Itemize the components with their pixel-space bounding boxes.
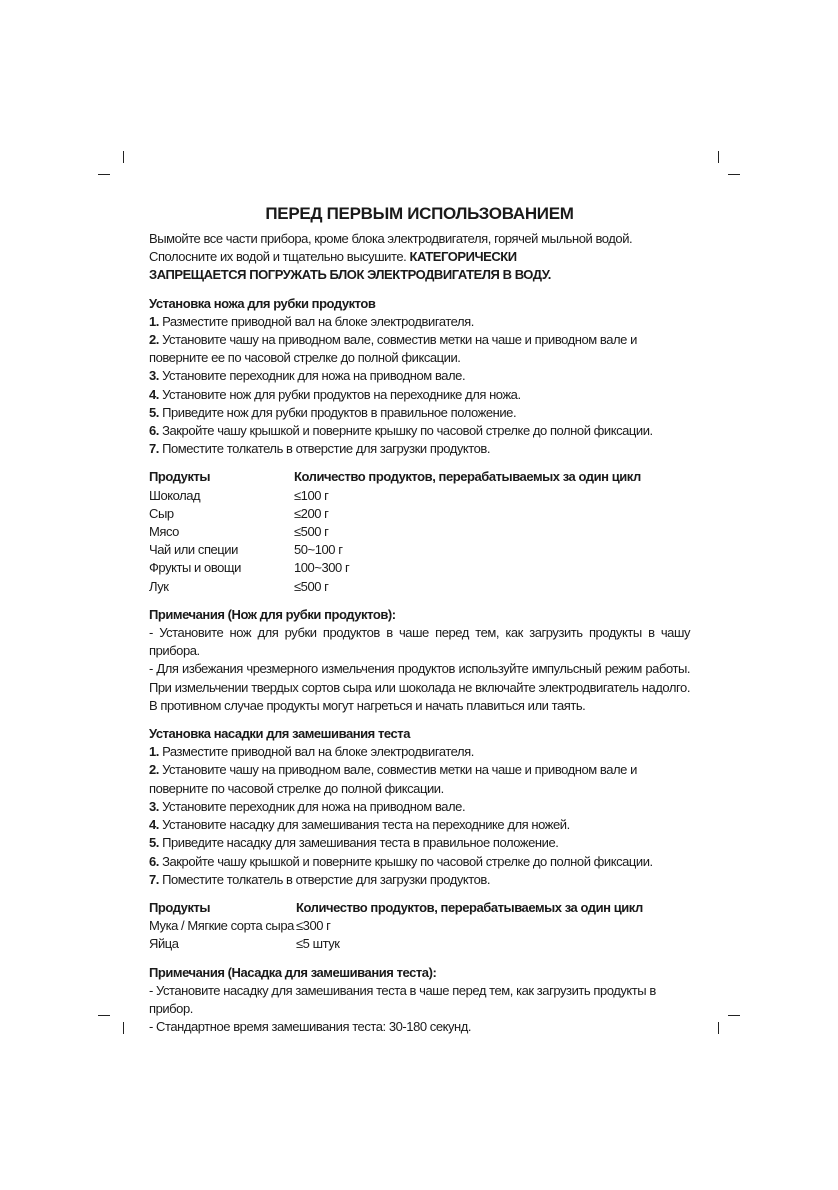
page-title: ПЕРЕД ПЕРВЫМ ИСПОЛЬЗОВАНИЕМ [265, 204, 574, 223]
dough-notes [149, 964, 690, 1037]
table-row: Лук ≤500 г [149, 578, 329, 594]
dough-section [149, 725, 690, 889]
table-row: Мясо ≤500 г [149, 524, 329, 540]
crop-mark [123, 151, 124, 163]
step: 5. Приведите насадку для замешивания теста в правильное положение. [149, 835, 559, 851]
step: 3. Установите переходник для ножа на приводном вале. [149, 368, 466, 384]
crop-mark [728, 1015, 740, 1016]
step: 3. Установите переходник для ножа на приводном вале. [149, 798, 466, 814]
table-header: Продукты Количество продуктов, перерабатываемых за один цикл [149, 899, 643, 915]
knife-section [149, 295, 690, 459]
table-row: Сыр ≤200 г [149, 505, 329, 521]
table-row: Яйца ≤5 штук [149, 936, 340, 952]
step: 6. Закройте чашу крышкой и поверните крышку по часовой стрелке до полной фиксации. [149, 853, 653, 869]
note: - Установите насадку для замешивания теста в чаше перед тем, как загрузить продукты в прибор. [149, 982, 656, 1016]
table-row: Шоколад ≤100 г [149, 487, 329, 503]
intro [149, 230, 690, 285]
notes-heading: Примечания (Насадка для замешивания теста): [149, 964, 437, 980]
step: 7. Поместите толкатель в отверстие для загрузки продуктов. [149, 871, 491, 887]
note: - Для избежания чрезмерного измельчения продуктов используйте импульсный режим работы. При измельчении твердых сортов сыра или шоколада не включайте электродвигатель надолго. В противном случае продукты могут нагреться и начать плавиться или таять. [149, 661, 690, 713]
step: 1. Разместите приводной вал на блоке электродвигателя. [149, 744, 474, 760]
step: 2. Установите чашу на приводном вале, совместив метки на чаше и приводном вале и поверните по часовой стрелке до полной фиксации. [149, 762, 637, 796]
table-header: Продукты Количество продуктов, перерабатываемых за один цикл [149, 469, 641, 485]
notes-heading: Примечания (Нож для рубки продуктов): [149, 606, 396, 622]
intro-text: Вымойте все части прибора, кроме блока электродвигателя, горячей мыльной водой. Сполосните их водой и тщательно высушите. [149, 231, 633, 265]
crop-mark [718, 151, 719, 163]
step: 4. Установите насадку для замешивания теста на переходнике для ножей. [149, 817, 570, 833]
crop-mark [123, 1022, 124, 1034]
document-body [149, 230, 690, 1046]
knife-table [149, 468, 690, 595]
crop-mark [728, 174, 740, 175]
crop-mark [98, 1015, 110, 1016]
table-row: Мука / Мягкие сорта сыра ≤300 г [149, 918, 331, 934]
step: 6. Закройте чашу крышкой и поверните крышку по часовой стрелке до полной фиксации. [149, 423, 653, 439]
note: - Установите нож для рубки продуктов в чаше перед тем, как загрузить продукты в чашу прибора. [149, 625, 690, 659]
step: 2. Установите чашу на приводном вале, совместив метки на чаше и приводном вале и поверните ее по часовой стрелке до полной фиксации. [149, 332, 637, 366]
section-heading: Установка ножа для рубки продуктов [149, 295, 376, 311]
crop-mark [718, 1022, 719, 1034]
step: 5. Приведите нож для рубки продуктов в правильное положение. [149, 404, 517, 420]
section-heading: Установка насадки для замешивания теста [149, 726, 410, 742]
warning: ЗАПРЕЩАЕТСЯ ПОГРУЖАТЬ БЛОК ЭЛЕКТРОДВИГАТЕЛЯ В ВОДУ. [149, 267, 551, 283]
warning: КАТЕГОРИЧЕСКИ [409, 249, 517, 265]
note: - Стандартное время замешивания теста: 30-180 секунд. [149, 1019, 472, 1035]
step: 1. Разместите приводной вал на блоке электродвигателя. [149, 313, 474, 329]
crop-mark [98, 174, 110, 175]
dough-table [149, 899, 690, 954]
table-row: Фрукты и овощи 100~300 г [149, 560, 350, 576]
table-row: Чай или специи 50~100 г [149, 542, 343, 558]
knife-notes [149, 606, 690, 715]
step: 7. Поместите толкатель в отверстие для загрузки продуктов. [149, 441, 491, 457]
step: 4. Установите нож для рубки продуктов на переходнике для ножа. [149, 386, 521, 402]
